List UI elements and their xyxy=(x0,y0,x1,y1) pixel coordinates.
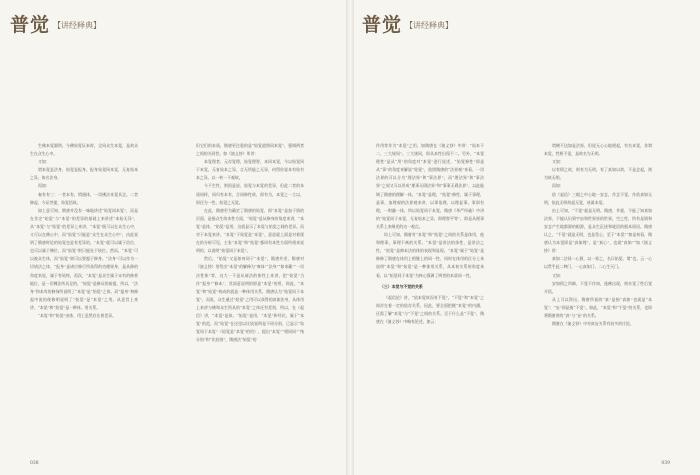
paragraph: 又如： xyxy=(552,272,564,278)
paragraph: 从上可以得出，隋唐所说的“真”是指“真如”也就是“本觉”；“妄”即是指“不觉”。如此，“本觉”和“不觉”的关系，也即将隋唐讲的“真”与“妄”的关系。 xyxy=(544,296,652,318)
paragraph: 又如： xyxy=(552,159,564,165)
text-column xyxy=(376,142,484,326)
paragraph: “本觉”和“始觉”由体，用上虽然存在着差异。 xyxy=(38,312,116,318)
paragraph: 作用等作为“本觉”之用，如隋唐在《演义钞》中讲：“始本不二，三大规同”。三大规同，即从本性出现不二，另外，“本觉理性”是从“用”的角度对“本觉”进行说述，“始觉修性”即是从“事”的角度来解说“始觉”，依照隋唐的“法界观”来看，一切法界的可以分为“理法界”和“事法界”，而“理法界”和“事法界”之间又可以形成“理事无碍法界”和“事事无碍法界”，以此能调了隋唐的理解一体，“本觉”是理，“始觉”修性，属于事理，是事，加理观的法界观来讲，以事依理，以理显事，事即有理，一则融一体，所以始觉同于本觉，隋唐《华严经疏》中讲的“始觉同于本觉，无复始本之异，即理智平等”，即是从理事关系上来阐述的这一观点。 xyxy=(376,143,484,229)
series-label: 【讲经释典】 xyxy=(53,20,102,30)
paragraph: 生佛本觉圆明，今佛始觉证本时，全同众生本觉，是故众生在众生心中。 xyxy=(30,143,138,157)
right-page xyxy=(350,0,700,475)
logo: 普觉 xyxy=(362,14,403,36)
series-label: 【讲经释典】 xyxy=(405,20,454,30)
paragraph: 隋唐在《演义钞》中对真妄关系有较多的讨论。 xyxy=(552,321,634,327)
paragraph: 安如情之所障，不觉不作知，逢佛出现，则亦觉了性后觉开悟。 xyxy=(544,280,652,294)
paragraph: 秦有有三：一者本有，谓通体，一切佛法本觉具足。二者修起，今证菩提，始觉悟故。 xyxy=(30,191,138,205)
paragraph: 然后，“始觉”又是如何同于“本觉”，隋唐并述，隋唐对《演义钞》里给出“本觉”的解释为“离体”“法身”“如来藏”“一切法性体”等，这大一不是从诸法的体性上来讲，把“始觉”当作“报身”“修本”，其间意说明的即是“本觉”的用，即此，“本觉”和“始觉”构成的就是一种体用关系，隋唐认为“始觉同于本觉”，而说，众生通过“始觉”之用可以获得的真如法身，从体用上来讲与佛和众生所具的“本觉”之体还有差别，所以，在《起信》讲，“本觉”是体，“始觉”是用，“本觉”和经比，属于“本觉”的范，而“始觉”在这里以比较说明是不同分别，已显示“始觉同于本觉”（始觉是“本觉”的用），提出“本觉”“相同同”“统分别”和“比较别”，隋唐法“始觉”的 xyxy=(196,256,304,343)
page-number: 038 xyxy=(30,461,39,466)
text-column xyxy=(30,142,138,320)
paragraph: 又如： xyxy=(38,159,50,165)
text-column xyxy=(544,142,652,328)
paragraph: 《起信论》讲，“依本觉故而有不觉”，“不觉”和“本觉”之间存在着一定的依存关系，因此，要全面把握“本觉”的内涵，还需了解“本觉”与“不觉”之间的关系。至于什么是“不觉”，隋唐在《演义钞》中略有论述，如云： xyxy=(376,294,484,324)
text-column xyxy=(196,142,304,344)
page-header xyxy=(10,10,101,37)
page-header xyxy=(362,10,453,37)
paragraph: 本觉理者，元存觉理，始觉理智，本同本觉，今以始觉同于本觉，无复始本之异，言无所能之无异，何得你说本有始有本之异，以一转一不观故。 xyxy=(196,159,304,181)
paragraph: 由上可知，“不觉”就是无明。隋唐，并就，不能了知真如法界，不能认识到宇宙和世界皆的世界，空之性，所有是情和安念产生地都源的根源，是众生沉迷和轮回的根本原因。隋唐认之，“不觉”就是无明，也是受心，至于“本觉”“如是何看，隋唐认为本觉即是“真如理”，是“真心”，也就“真如”“如《演义钞》讲： xyxy=(544,207,652,254)
paragraph: 今不生性，则固是说，始觉与本觉的差异，但此二者的本质同样，同归有本有，合同修性故，即有为，本觉之一立以，即还为一性，始觉之无觉。 xyxy=(196,183,304,205)
paragraph: 谓本觉是法身，始觉是报身。报身始觉同本觉，无复始本之异，故名法身。 xyxy=(30,167,138,181)
book-spine xyxy=(346,0,354,475)
paragraph: 谓佛不达如是法界，但说无心心地理起，有名本觉，非谓本觉，性相不觉，是故名为无明。 xyxy=(544,143,652,157)
paragraph: 真如二法同一心源，以一界之，名曰始觉、谓“也。云一心以贯乎此二种门，一心真如门，二心生灭门。 xyxy=(544,256,652,270)
paragraph: 再如： xyxy=(552,183,564,189)
logo: 普觉 xyxy=(10,14,51,36)
paragraph: 如上意可知，隋唐并没有一味地讲述“始觉同本觉”，而是在肯定“始觉”与“本觉”的差异的基础上来讲述“本始无异”，从“本觉”与“始觉”的差异上来讲，“本觉”既可以在众生心中，又可以在佛心中，而“始觉”只能是“众生在众生心中”，由此说明了隋唐时论的始觉也是有差异的。“本觉”就可以属于信位，也可以属于佛位，而“始觉”则只能处于较位。然而，“本觉”可以被众生体，而“始觉”则可以要超于修身。“法身”可以作为一切诸法之体，“报身”是诸应修行所获得的功德果身，是从修的角度来说，属于有始终，再次，“本觉”是众生属于未有的修养地位，是一切佛法所具足的，“始觉”是修证的前提，所以，“法身”和本有的修饰所说明了“本觉”是“始觉”之体，而“报身”和修起中说的使修明说明了“始觉”是“本觉”之用。从意旨上来讲，“本觉”和“始觉”是一种体、用关系。 xyxy=(30,207,138,310)
section-heading: （三）本觉与不觉的关系 xyxy=(380,283,423,289)
page-number: 039 xyxy=(661,461,670,466)
paragraph: 但它们的本质，隋唐更注重的是“始觉遣照同本觉”，强调两者之间的关同性。如《演义钞》所讲： xyxy=(196,143,304,157)
paragraph: 依《起信》三细之中心地一安念，作念不觉，作依真如无明，依此无明故起无觉，迷谋本觉。 xyxy=(544,191,652,205)
paragraph: 再如： xyxy=(38,183,50,189)
paragraph: 以有情之故，则有为无明，有了真如以故，不是念起，则为故无明。 xyxy=(544,167,652,181)
paragraph: 综上可知，隋唐对“本觉”和“始觉”之间的关系是体用，他和理事，事理不离的关系。“本觉”是讲法的体性，是讲法之性，“始觉”是修本法的体的表现和显现。“本觉”属于“始觉”是修修了隋唐在体用上相继上的同一性，同时在体用的区分上来说明“本觉”和“始觉”是一种体用关系，从本初关系的角度来看，以“始觉同于本觉”为核心强调了两者的本质同一性。 xyxy=(376,232,484,278)
paragraph: 在此，隋唐更为确定了隋唐的始觉，即“本觉”是加于情的层面，是指众生的本性方面，“始觉”是从修身的角度来讲，“本觉”是体，“始觉”是用，这就显示了本觉与始觉之间的差异。而对于本觉来讲，“本觉”于始觉是“本觉”，意思就上面是对着现在的分析可见，主张“本觉”和“始觉”都同有本性方面所相来说明的，以说明“始觉同于本觉”。 xyxy=(196,207,304,254)
